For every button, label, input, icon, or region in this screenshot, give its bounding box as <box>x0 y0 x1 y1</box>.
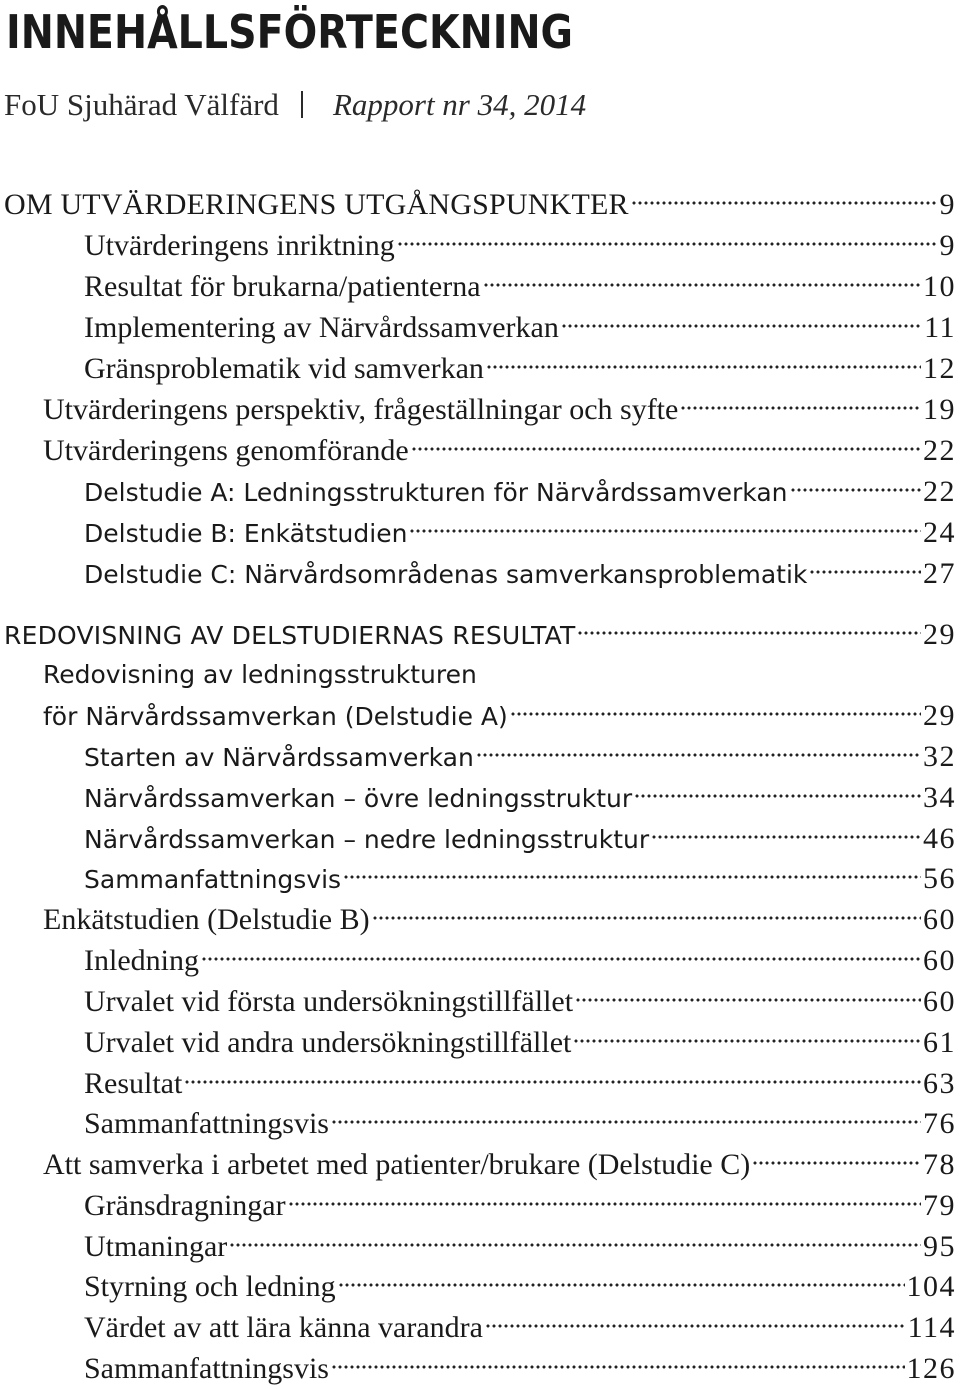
toc-entry-title: Urvalet vid andra undersökningstillfället <box>84 1026 572 1059</box>
toc-page-number: 10 <box>923 270 956 303</box>
toc-entry[interactable] <box>43 1145 956 1185</box>
toc-entry[interactable] <box>84 554 956 594</box>
toc-page-number: 61 <box>923 1026 956 1059</box>
toc-page-number: 63 <box>923 1067 956 1100</box>
toc-page-number: 22 <box>923 475 956 508</box>
toc-page-number: 78 <box>923 1148 956 1181</box>
toc-entry-title: Urvalet vid första undersökningstillfället <box>84 985 574 1018</box>
toc-entry-title: Värdet av att lära känna varandra <box>84 1311 483 1344</box>
toc-entry[interactable] <box>84 1349 956 1389</box>
toc-page-number: 29 <box>923 618 956 651</box>
toc-entry-title: Sammanfattningsvis <box>84 1107 329 1140</box>
toc-page-number: 29 <box>923 699 956 732</box>
toc-entry[interactable] <box>84 267 956 307</box>
dot-leader <box>338 1280 905 1290</box>
toc-page-number: 104 <box>906 1270 956 1303</box>
separator-bar <box>301 91 303 118</box>
toc-entry-title: Utmaningar <box>84 1230 228 1263</box>
toc-entry[interactable] <box>84 472 956 512</box>
toc-entry[interactable] <box>84 982 956 1022</box>
toc-entry-title: Delstudie B: Enkätstudien <box>84 519 408 548</box>
toc-entry[interactable] <box>84 226 956 266</box>
dot-leader <box>510 709 921 719</box>
toc-page-number: 56 <box>923 862 956 895</box>
dot-leader <box>561 321 922 331</box>
toc-entry[interactable] <box>84 859 956 899</box>
toc-entry-title: Närvårdssamverkan – nedre ledningsstruktur <box>84 825 650 854</box>
dot-leader <box>343 872 921 882</box>
toc-entry[interactable] <box>84 737 956 777</box>
dot-leader <box>229 1240 921 1250</box>
toc-page-number: 9 <box>939 229 956 262</box>
toc-entry[interactable] <box>84 941 956 981</box>
toc-page-number: 114 <box>907 1311 956 1344</box>
toc-entry[interactable] <box>84 1104 956 1144</box>
dot-leader <box>573 1036 921 1046</box>
dot-leader <box>680 403 921 413</box>
toc-entry[interactable] <box>84 349 956 389</box>
dot-leader <box>634 791 921 801</box>
toc-entry-title: Gränsproblematik vid samverkan <box>84 352 484 385</box>
toc-entry[interactable] <box>84 1227 956 1267</box>
toc-page-number: 79 <box>923 1189 956 1222</box>
toc-page-number: 22 <box>923 434 956 467</box>
report-number: Rapport nr 34, 2014 <box>332 87 587 122</box>
toc-entry[interactable] <box>43 390 956 430</box>
toc-entry-section[interactable] <box>4 185 956 225</box>
dot-leader <box>485 1321 906 1331</box>
page-title: INNEHÅLLSFÖRTECKNING <box>6 5 574 59</box>
toc-entry-title: Att samverka i arbetet med patienter/brukare (Delstudie C) <box>43 1148 751 1181</box>
dot-leader <box>184 1077 921 1087</box>
toc-entry-title: Gränsdragningar <box>84 1189 286 1222</box>
toc-page-number: 32 <box>923 740 956 773</box>
toc-entry[interactable] <box>43 900 956 940</box>
toc-entry[interactable] <box>84 819 956 859</box>
report-subheader <box>4 83 586 127</box>
toc-entry[interactable] <box>84 1064 956 1104</box>
dot-leader <box>790 485 922 495</box>
toc-entry-title: Enkätstudien (Delstudie B) <box>43 903 370 936</box>
toc-entry-title: Delstudie A: Ledningsstrukturen för Närvårdssamverkan <box>84 478 788 507</box>
toc-entry[interactable] <box>43 655 477 695</box>
dot-leader <box>486 362 921 372</box>
toc-entry-title: Styrning och ledning <box>84 1270 336 1303</box>
toc-page-number: 126 <box>906 1352 956 1385</box>
toc-page-number: 27 <box>923 557 956 590</box>
toc-entry[interactable] <box>84 1308 956 1348</box>
dot-leader <box>651 832 921 842</box>
dot-leader <box>331 1362 905 1372</box>
toc-entry[interactable] <box>43 696 956 736</box>
toc-entry-title: REDOVISNING AV DELSTUDIERNAS RESULTAT <box>4 621 576 650</box>
toc-page-number: 11 <box>924 311 956 344</box>
toc-page-number: 60 <box>923 985 956 1018</box>
dot-leader <box>483 280 921 290</box>
dot-leader <box>201 954 921 964</box>
toc-entry-title: Resultat <box>84 1067 183 1100</box>
dot-leader <box>397 239 938 249</box>
toc-page-number: 9 <box>939 188 956 221</box>
publisher-name: FoU Sjuhärad Välfärd <box>4 87 279 122</box>
dot-leader <box>372 913 921 923</box>
toc-entry-title: Utvärderingens genomförande <box>43 434 409 467</box>
dot-leader <box>331 1117 921 1127</box>
toc-entry[interactable] <box>84 1267 956 1307</box>
toc-entry-title: Redovisning av ledningsstrukturen <box>43 660 477 689</box>
toc-entry-title: Sammanfattningsvis <box>84 1352 329 1385</box>
toc-entry[interactable] <box>43 431 956 471</box>
dot-leader <box>409 526 921 536</box>
toc-page-number: 60 <box>923 944 956 977</box>
toc-page-number: 19 <box>923 393 956 426</box>
toc-entry-title: för Närvårdssamverkan (Delstudie A) <box>43 702 508 731</box>
dot-leader <box>411 444 921 454</box>
toc-entry-title: Inledning <box>84 944 199 977</box>
toc-entry[interactable] <box>84 308 956 348</box>
dot-leader <box>288 1199 921 1209</box>
dot-leader <box>575 995 921 1005</box>
toc-entry-title: Implementering av Närvårdssamverkan <box>84 311 559 344</box>
toc-page-number: 46 <box>923 822 956 855</box>
toc-entry-section[interactable] <box>4 615 956 655</box>
toc-entry-title: OM UTVÄRDERINGENS UTGÅNGSPUNKTER <box>4 188 629 221</box>
toc-page-number: 24 <box>923 516 956 549</box>
toc-entry-title: Delstudie C: Närvårdsområdenas samverkansproblematik <box>84 560 808 589</box>
dot-leader <box>752 1158 921 1168</box>
toc-page-number: 95 <box>923 1230 956 1263</box>
toc-entry-title: Starten av Närvårdssamverkan <box>84 743 474 772</box>
toc-page-number: 76 <box>923 1107 956 1140</box>
toc-entry-title: Närvårdssamverkan – övre ledningsstruktur <box>84 784 633 813</box>
toc-page-number: 60 <box>923 903 956 936</box>
toc-entry[interactable] <box>84 1023 956 1063</box>
toc-entry[interactable] <box>84 778 956 818</box>
dot-leader <box>476 750 921 760</box>
dot-leader <box>631 198 938 208</box>
toc-entry-title: Sammanfattningsvis <box>84 865 342 894</box>
toc-page-number: 34 <box>923 781 956 814</box>
toc-entry-title: Utvärderingens inriktning <box>84 229 395 262</box>
toc-entry-title: Resultat för brukarna/patienterna <box>84 270 481 303</box>
toc-entry-title: Utvärderingens perspektiv, frågeställningar och syfte <box>43 393 679 426</box>
dot-leader <box>809 567 921 577</box>
toc-page-number: 12 <box>923 352 956 385</box>
toc-entry[interactable] <box>84 513 956 553</box>
dot-leader <box>577 628 921 638</box>
toc-entry[interactable] <box>84 1186 956 1226</box>
